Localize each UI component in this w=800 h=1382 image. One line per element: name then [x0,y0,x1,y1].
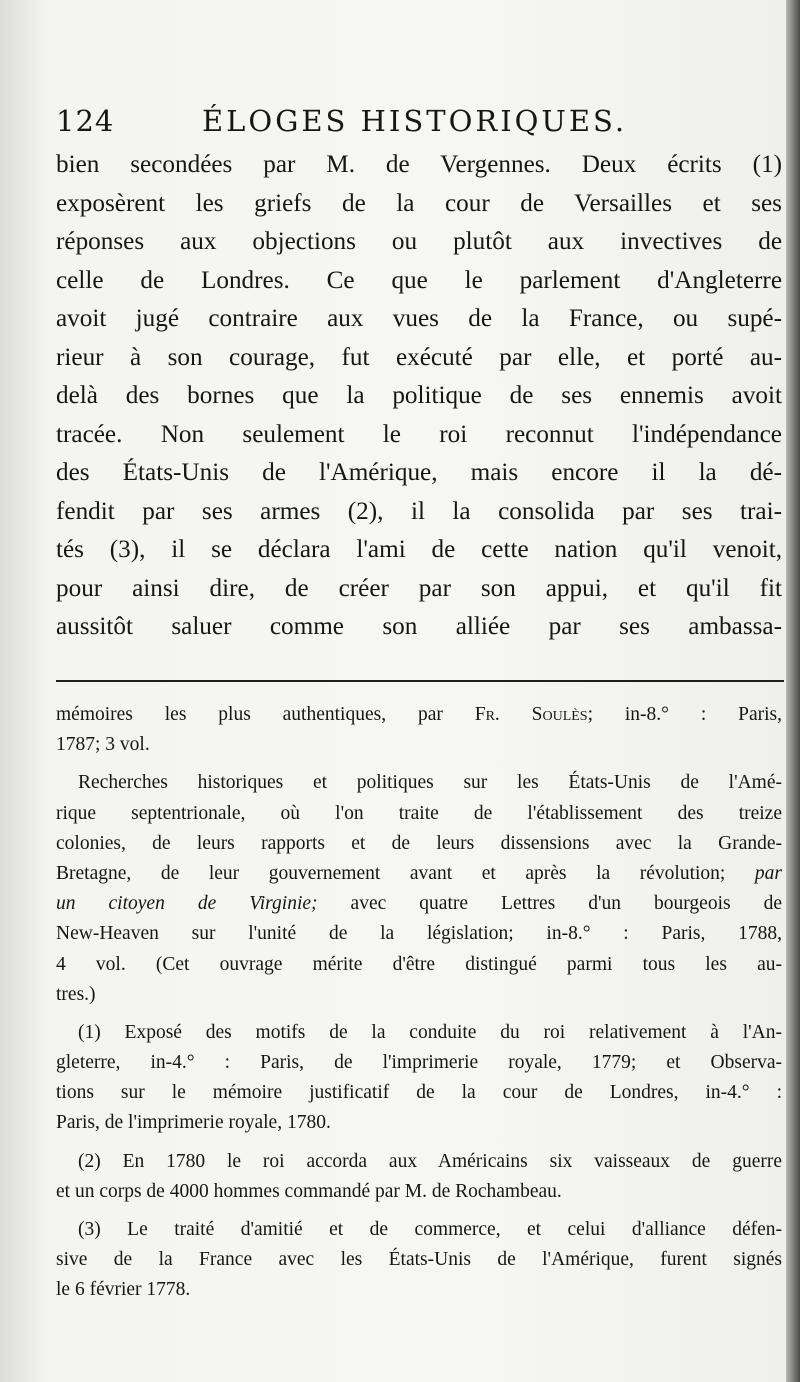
main-text-line: bien secondées par M. de Vergennes. Deux écrits (1) [56,151,782,178]
main-text-line: aussitôt saluer comme son alliée par ses ambassa- [56,613,782,640]
main-text-line: réponses aux objections ou plutôt aux invectives de [56,228,782,255]
footnote-2 [56,1147,782,1207]
footnote-text: mémoires les plus authentiques, par [56,704,475,725]
page-number: 124 [56,104,115,138]
footnote-text: avec quatre Lettres d'un bourgeois de [317,893,783,915]
footnote-rule [56,680,784,682]
main-text-line: exposèrent les griefs de la cour de Versailles et ses [56,189,782,217]
main-text-line: avoit jugé contraire aux vues de la France, ou supé- [56,305,782,332]
footnote-1 [56,1018,782,1139]
footnote-line: le 6 février 1778. [56,1279,191,1301]
footnote-line: (2) En 1780 le roi accorda aux Américains six vaisseaux de guerre [78,1150,782,1172]
main-text-line: celle de Londres. Ce que le parlement d'Angleterre [56,266,782,294]
footnote-line: et un corps de 4000 hommes commandé par M. de Rochambeau. [56,1180,562,1202]
author-name: Fr. Soulès [474,704,588,725]
footnote-italic: un citoyen de Virginie; [56,893,318,915]
page-header [56,104,756,148]
main-text-line: tracée. Non seulement le roi reconnut l'indépendance [56,420,782,448]
footnote-3 [56,1215,782,1306]
footnote-text: Bretagne, de leur gouvernement avant et après la révolution; [56,862,755,884]
footnote-italic: par [754,862,782,884]
footnote-line: 1787; 3 vol. [56,734,150,756]
footnote-line: Paris, de l'imprimerie royale, 1780. [56,1112,331,1134]
footnote-line: (1) Exposé des motifs de la conduite du roi relativement à l'An- [78,1021,782,1043]
page-edge-shadow [786,0,800,1382]
footnote-line: rique septentrionale, où l'on traite de l'établissement des treize [56,802,782,824]
footnote-continued [56,700,782,760]
main-text-line: delà des bornes que la politique de ses ennemis avoit [56,382,782,409]
footnote-line [56,889,782,919]
main-text-line: tés (3), il se déclara l'ami de cette nation qu'il venoit, [56,536,782,563]
main-text [56,146,782,647]
footnote-line: Recherches historiques et politiques sur les États-Unis de l'Amé- [78,772,782,794]
footnote-line: tions sur le mémoire justificatif de la cour de Londres, in-4.° : [56,1082,782,1104]
main-text-line: des États-Unis de l'Amérique, mais encore il la dé- [56,459,782,486]
footnote-line: sive de la France avec les États-Unis de l'Amérique, furent signés [56,1249,782,1271]
main-text-line: fendit par ses armes (2), il la consolida par ses trai- [56,497,782,525]
footnotes [56,700,782,1306]
running-title: ÉLOGES HISTORIQUES. [202,104,628,138]
footnote-line: (3) Le traité d'amitié et de commerce, et celui d'alliance défen- [78,1219,782,1240]
main-text-line: rieur à son courage, fut exécuté par elle, et porté au- [56,343,782,371]
footnote-line: gleterre, in-4.° : Paris, de l'imprimerie royale, 1779; et Observa- [56,1052,782,1074]
footnote-line [56,700,782,730]
footnote-line: colonies, de leurs rapports et de leurs dissensions avec la Grande- [56,832,782,854]
footnote-recherches [56,768,782,1010]
footnote-line: tres.) [56,983,96,1005]
footnote-text: ; in-8.° : Paris, [587,704,782,725]
footnote-line [56,859,782,889]
main-text-line: pour ainsi dire, de créer par son appui, et qu'il fit [56,574,782,602]
footnote-line: 4 vol. (Cet ouvrage mérite d'être distingué parmi tous les au- [56,953,782,975]
footnote-line: New-Heaven sur l'unité de la législation; in-8.° : Paris, 1788, [56,923,782,945]
